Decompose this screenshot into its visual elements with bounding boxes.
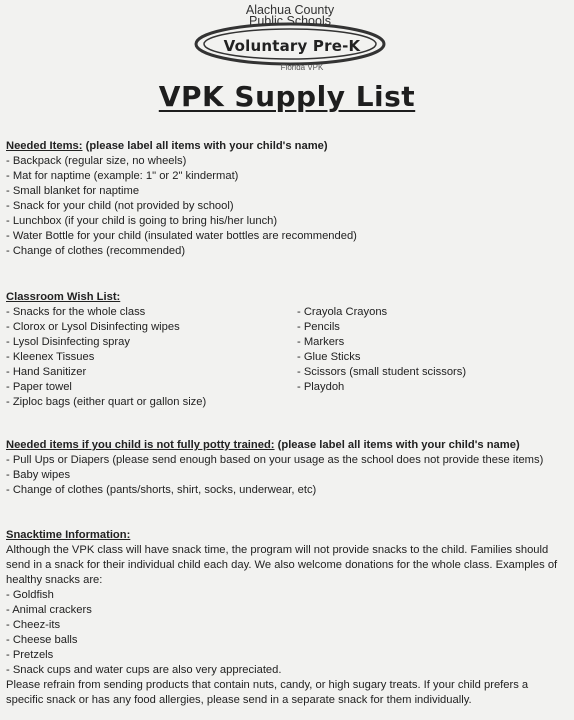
needed-items-note: (please label all items with your child's name) — [85, 140, 328, 152]
list-item: - Cheese balls — [6, 634, 78, 646]
school-logo — [190, 4, 390, 76]
list-item: - Playdoh — [297, 381, 345, 393]
list-item: - Pull Ups or Diapers (please send enough based on your usage as the school does not provide these items) — [6, 454, 544, 466]
wish-list-heading: Classroom Wish List: — [6, 291, 121, 303]
logo-sub-text: Florida VPK — [280, 63, 324, 72]
list-item: - Change of clothes (pants/shorts, shirt, socks, underwear, etc) — [6, 484, 317, 496]
list-item: - Clorox or Lysol Disinfecting wipes — [6, 321, 180, 333]
page-title: VPK Supply List — [158, 80, 416, 113]
list-item: - Goldfish — [6, 589, 54, 601]
logo-line-1: Alachua County — [245, 3, 335, 17]
list-item: - Paper towel — [6, 381, 72, 393]
list-item: - Mat for naptime (example: 1" or 2" kindermat) — [6, 170, 239, 182]
potty-training-section — [6, 438, 568, 498]
snacktime-section — [6, 528, 568, 708]
list-item: - Snack cups and water cups are also very appreciated. — [6, 664, 282, 676]
list-item: - Cheez-its — [6, 619, 61, 631]
needed-items-section — [6, 139, 568, 259]
list-item: - Markers — [297, 336, 345, 348]
snacktime-heading: Snacktime Information: — [6, 529, 131, 541]
list-item: - Animal crackers — [6, 604, 92, 616]
potty-training-heading: Needed items if you child is not fully potty trained: — [6, 439, 275, 451]
list-item: - Pencils — [297, 321, 340, 333]
wish-list-left-column — [6, 305, 206, 410]
list-item: - Pretzels — [6, 649, 54, 661]
wish-list-right-column — [297, 305, 466, 395]
potty-training-note: (please label all items with your child's name) — [277, 439, 520, 451]
list-item: - Lysol Disinfecting spray — [6, 336, 130, 348]
list-item: - Change of clothes (recommended) — [6, 245, 186, 257]
list-item: - Ziploc bags (either quart or gallon size) — [6, 396, 207, 408]
list-item: - Snacks for the whole class — [6, 306, 146, 318]
list-item: - Backpack (regular size, no wheels) — [6, 155, 187, 167]
list-item: - Baby wipes — [6, 469, 71, 481]
logo-main-text: Voluntary Pre-K — [223, 37, 361, 55]
list-item: - Glue Sticks — [297, 351, 361, 363]
list-item: - Hand Sanitizer — [6, 366, 87, 378]
list-item: - Scissors (small student scissors) — [297, 366, 467, 378]
needed-items-heading: Needed Items: — [6, 140, 83, 152]
list-item: - Snack for your child (not provided by school) — [6, 200, 234, 212]
snacktime-intro: Although the VPK class will have snack time, the program will not provide snacks to the child. Families should send in a snack for their individual child each day. We also welcome donations for the whole class. Examples of healthy snacks are: — [6, 544, 558, 586]
list-item: - Crayola Crayons — [297, 306, 388, 318]
list-item: - Small blanket for naptime — [6, 185, 140, 197]
snacktime-closing: Please refrain from sending products that contain nuts, candy, or high sugary treats. If your child prefers a specific snack or has any food allergies, please send in a separate snack for them individually. — [6, 679, 529, 706]
wish-list-section — [6, 290, 568, 415]
logo-line-2: Public Schools — [249, 14, 331, 28]
list-item: - Water Bottle for your child (insulated water bottles are recommended) — [6, 230, 357, 242]
list-item: - Lunchbox (if your child is going to bring his/her lunch) — [6, 215, 278, 227]
list-item: - Kleenex Tissues — [6, 351, 95, 363]
